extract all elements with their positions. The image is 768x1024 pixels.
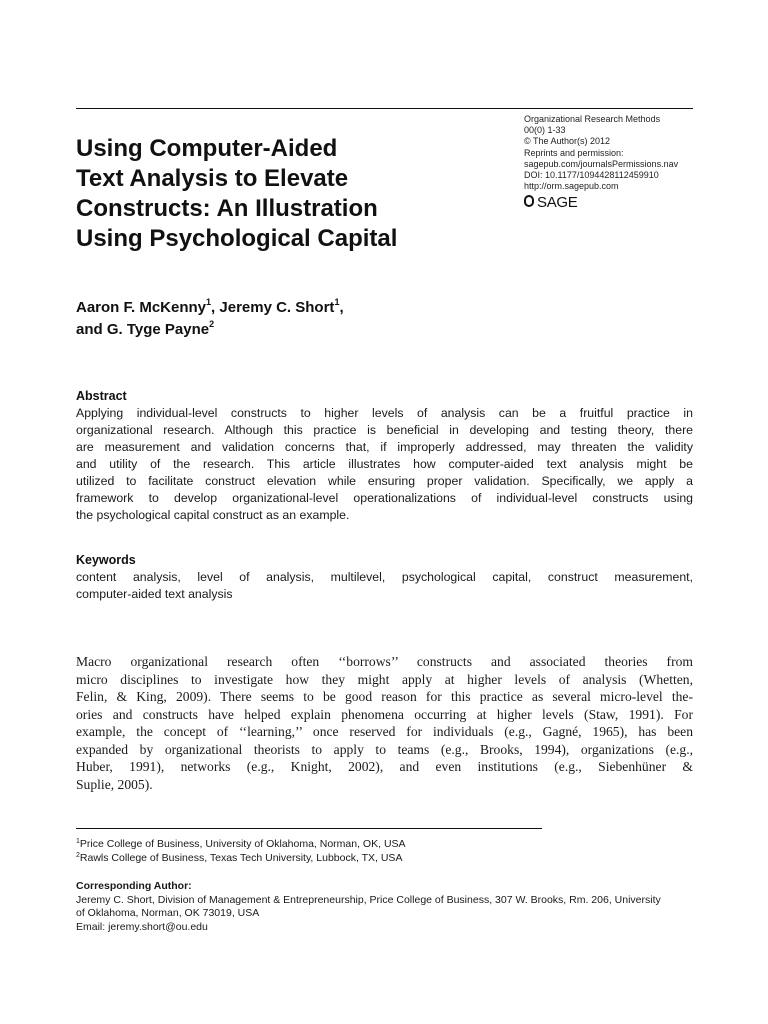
author-list <box>76 297 676 341</box>
author-name: Aaron F. McKenny <box>76 299 207 316</box>
keywords-line: computer-aided text analysis <box>76 587 233 601</box>
reprints-link[interactable]: sagepub.com/journalsPermissions.nav <box>524 158 679 169</box>
author-line-2 <box>76 319 676 341</box>
journal-meta <box>524 114 724 209</box>
doi-line[interactable]: DOI: 10.1177/1094428112459910 <box>524 170 659 181</box>
sage-logo-text: SAGE <box>537 193 578 211</box>
journal-volume: 00(0) 1-33 <box>524 125 566 136</box>
footnote-text: Rawls College of Business, Texas Tech University, Lubbock, TX, USA <box>79 852 403 864</box>
author-separator: , <box>211 299 220 316</box>
reprints-line: Reprints and permission: <box>524 147 624 158</box>
title-line: Constructs: An Illustration <box>76 195 378 222</box>
title-line: Text Analysis to Elevate <box>76 165 349 192</box>
body-line: Huber, 1991), networks (e.g., Knight, 2002), and even institutions (e.g., Siebenhüner & <box>76 759 693 774</box>
author-line-1 <box>76 297 676 319</box>
journal-url[interactable]: http://orm.sagepub.com <box>524 181 619 192</box>
copyright-line: © The Author(s) 2012 <box>524 136 611 147</box>
affiliation-footnotes <box>76 837 693 865</box>
body-paragraph <box>76 653 693 793</box>
body-line: Macro organizational research often ‘‘borrows’’ constructs and associated theories from <box>76 654 693 669</box>
footnote-marker: 1 <box>76 838 80 845</box>
abstract-text <box>76 405 693 524</box>
abstract-line: organizational research. Although this practice is beneficial in developing and testing theory, there <box>76 423 693 437</box>
body-line: Felin, & King, 2009). There seems to be good reason for this practice as several micro-level the- <box>76 689 693 704</box>
footnote-item <box>76 851 693 865</box>
body-line: micro disciplines to investigate how they might apply at higher levels of analysis (Whetten, <box>76 671 693 687</box>
footnote-rule <box>76 828 542 829</box>
article-title <box>76 134 506 254</box>
title-line: Using Psychological Capital <box>76 225 398 252</box>
keywords-line: content analysis, level of analysis, multilevel, psychological capital, construct measurement, <box>76 570 693 584</box>
keywords-heading: Keywords <box>76 553 136 567</box>
corresponding-address: of Oklahoma, Norman, OK 73019, USA <box>76 907 260 919</box>
journal-name: Organizational Research Methods <box>524 114 661 124</box>
abstract-line: are measurement and validation concerns that, if improperly addressed, may threaten the validity <box>76 440 693 454</box>
affiliation-marker: 1 <box>334 297 340 307</box>
author-separator: , <box>339 299 344 316</box>
abstract-line: utilized to facilitate construct elevation while ensuring proper validation. Specifically, we apply a <box>76 474 693 488</box>
sage-logo <box>524 195 724 209</box>
footnote-item <box>76 837 693 851</box>
abstract-line: framework to develop organizational-level operationalizations of individual-level constructs using <box>76 491 693 505</box>
header-rule <box>76 108 693 109</box>
affiliation-marker: 2 <box>209 319 215 329</box>
abstract-line: and utility of the research. This article illustrates how computer-aided text analysis might be <box>76 457 693 471</box>
abstract-line: the psychological capital construct as an example. <box>76 508 350 522</box>
author-name: Jeremy C. Short <box>219 299 335 316</box>
keywords-text <box>76 569 693 603</box>
author-name: G. Tyge Payne <box>106 321 210 338</box>
corresponding-address: Jeremy C. Short, Division of Management & Entrepreneurship, Price College of Business, 307 W. Brooks, Rm. 206, University <box>76 893 661 906</box>
author-conjunction: and <box>76 321 107 338</box>
footnote-text: Price College of Business, University of Oklahoma, Norman, OK, USA <box>79 838 406 850</box>
body-line: example, the concept of ‘‘learning,’’ once reserved for individuals (e.g., Gagné, 1965), has been <box>76 724 693 739</box>
sage-mark-icon <box>524 195 536 209</box>
title-line: Using Computer-Aided <box>76 135 338 162</box>
body-line: ories and constructs have helped explain phenomena occurring at higher levels (Staw, 1991). For <box>76 706 693 722</box>
body-line: Suplie, 2005). <box>76 776 153 792</box>
abstract-line: Applying individual-level constructs to higher levels of analysis can be a fruitful practice in <box>76 406 693 420</box>
corresponding-email[interactable]: Email: jeremy.short@ou.edu <box>76 920 208 933</box>
abstract-heading: Abstract <box>76 389 127 403</box>
footnote-marker: 2 <box>76 852 80 859</box>
corresponding-author <box>76 880 696 934</box>
affiliation-marker: 1 <box>206 297 212 307</box>
body-line: expanded by organizational theorists to apply to teams (e.g., Brooks, 1994), organizations (e.g., <box>76 741 693 757</box>
corresponding-heading: Corresponding Author: <box>76 880 192 892</box>
